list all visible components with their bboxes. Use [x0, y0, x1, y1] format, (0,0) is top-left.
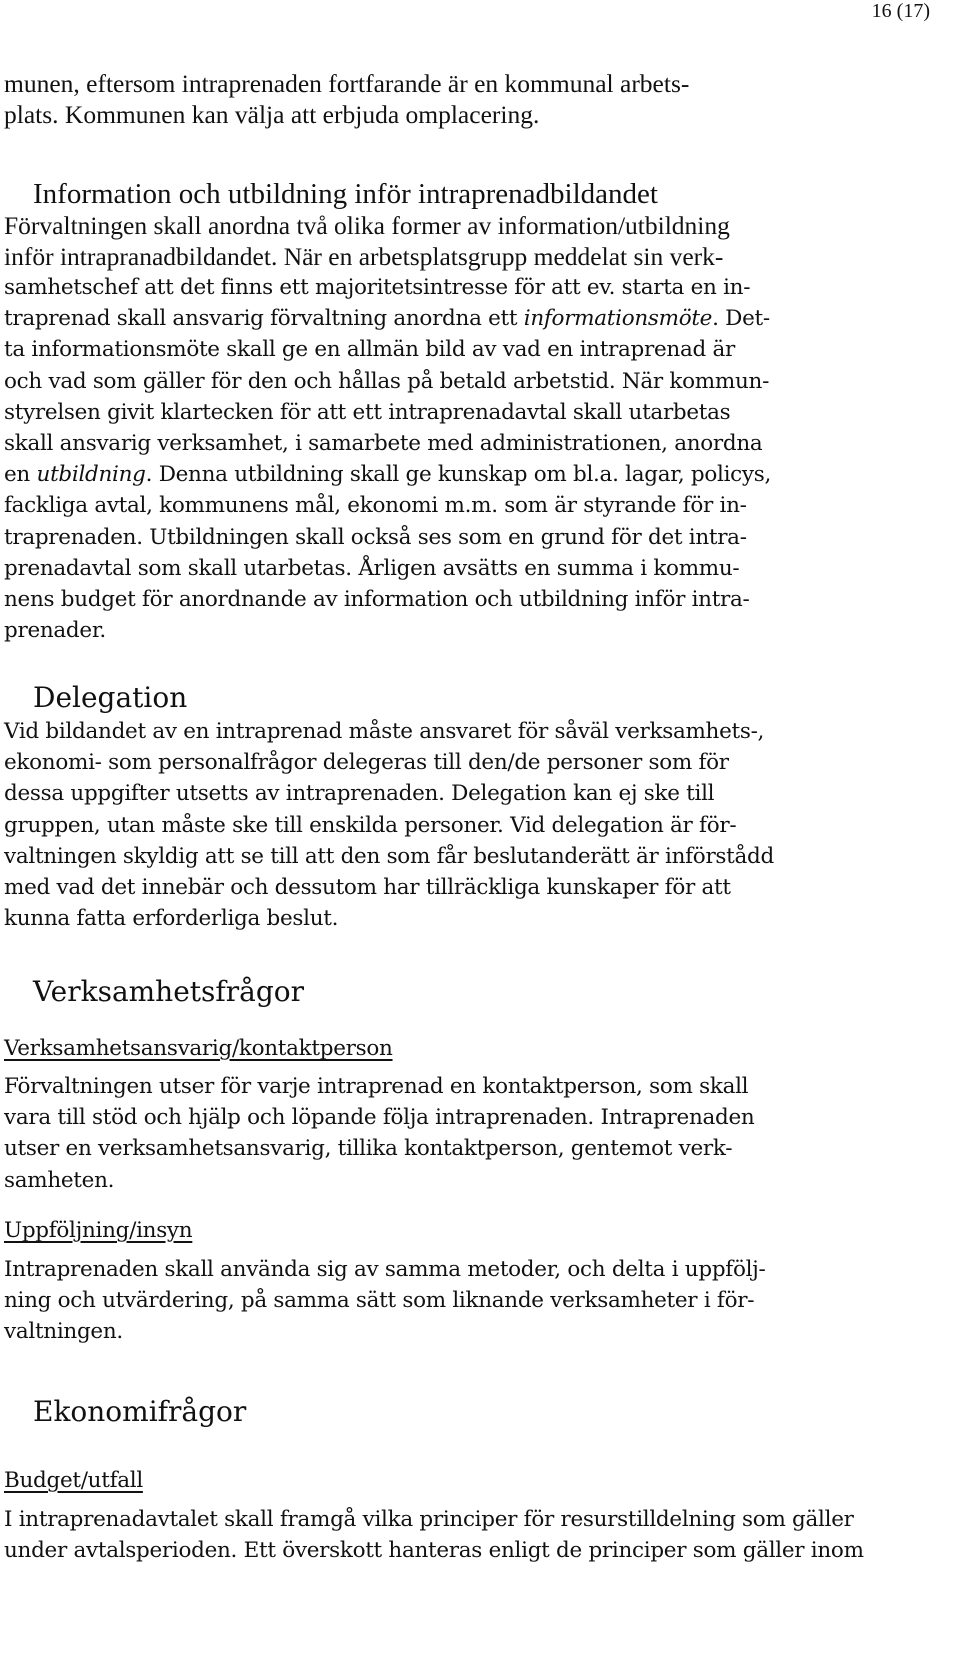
- information-line-4: ta informationsmöte skall ge en allmän bild av vad en intraprenad är: [4, 337, 735, 363]
- uppfoljning-line-3: valtningen.: [4, 1319, 123, 1345]
- information-line-8-text: en: [4, 462, 37, 488]
- information-line-13: prenader.: [4, 618, 106, 644]
- section-heading-ekonomifragor: Ekonomifrågor: [33, 1395, 247, 1428]
- verksamhetsansvarig-line-3: utser en verksamhetsansvarig, tillika kontaktperson, gentemot verk-: [4, 1136, 733, 1162]
- page-number: 16 (17): [871, 0, 930, 22]
- budget-line-1: I intraprenadavtalet skall framgå vilka principer för resurstilldelning som gäller: [4, 1507, 854, 1532]
- delegation-line-6: med vad det innebär och dessutom har tillräckliga kunskaper för att: [4, 875, 731, 901]
- informationsmote-emphasis: informationsmöte: [523, 306, 713, 332]
- intro-paragraph: [4, 68, 954, 130]
- information-paragraph-start: [4, 210, 954, 241]
- intro-line-2: plats. Kommunen kan välja att erbjuda omplacering.: [4, 100, 540, 129]
- delegation-paragraph: [4, 716, 954, 934]
- uppfoljning-line-2: ning och utvärdering, på samma sätt som liknande verksamheter i för-: [4, 1288, 755, 1314]
- delegation-line-2: ekonomi- som personalfrågor delegeras till den/de personer som för: [4, 750, 729, 776]
- delegation-line-5: valtningen skyldig att se till att den som får beslutanderätt är införstådd: [4, 843, 774, 869]
- verksamhetsansvarig-paragraph: [4, 1071, 954, 1196]
- information-line-9: fackliga avtal, kommunens mål, ekonomi m.m. som är styrande för in-: [4, 493, 747, 519]
- subheading-verksamhetsansvarig: Verksamhetsansvarig/kontaktperson: [4, 1036, 393, 1061]
- verksamhetsansvarig-line-1: Förvaltningen utser för varje intraprenad en kontaktperson, som skall: [4, 1074, 749, 1099]
- information-line-3-tail: . Det-: [712, 306, 770, 332]
- budget-paragraph: [4, 1504, 954, 1566]
- verksamhetsansvarig-line-4: samheten.: [4, 1167, 115, 1193]
- delegation-line-3: dessa uppgifter utsetts av intraprenaden. Delegation kan ej ske till: [4, 781, 715, 807]
- intro-line-1: munen, eftersom intraprenaden fortfarande är en kommunal arbets-: [4, 69, 690, 98]
- information-line-6: styrelsen givit klartecken för att ett intraprenadavtal skall utarbetas: [4, 399, 731, 425]
- information-line-11: prenadavtal som skall utarbetas. Årligen avsätts en summa i kommu-: [4, 555, 740, 581]
- delegation-line-7: kunna fatta erforderliga beslut.: [4, 906, 339, 932]
- information-line-2: samhetschef att det finns ett majoritetsintresse för att ev. starta en in-: [4, 275, 751, 300]
- uppfoljning-paragraph: [4, 1254, 954, 1348]
- delegation-line-4: gruppen, utan måste ske till enskilda personer. Vid delegation är för-: [4, 812, 737, 838]
- information-line-8-tail: . Denna utbildning skall ge kunskap om bl.a. lagar, policys,: [145, 462, 772, 488]
- section-heading-information: Information och utbildning inför intraprenadbildandet: [33, 178, 658, 210]
- verksamhetsansvarig-line-2: vara till stöd och hjälp och löpande följa intraprenaden. Intraprenaden: [4, 1105, 755, 1131]
- information-line-7: skall ansvarig verksamhet, i samarbete med administrationen, anordna: [4, 431, 763, 457]
- delegation-line-1: Vid bildandet av en intraprenad måste ansvaret för såväl verksamhets-,: [4, 719, 765, 744]
- information-line-5: och vad som gäller för den och hållas på betald arbetstid. När kommun-: [4, 368, 770, 394]
- information-line-1: inför intrapranadbildandet. När en arbetsplatsgrupp meddelat sin verk-: [4, 242, 724, 271]
- utbildning-emphasis: utbildning: [36, 462, 146, 488]
- budget-line-2: under avtalsperioden. Ett överskott hanteras enligt de principer som gäller inom: [4, 1538, 864, 1564]
- information-line-12: nens budget för anordnande av information och utbildning inför intra-: [4, 587, 750, 613]
- subheading-budget-utfall: Budget/utfall: [4, 1468, 143, 1493]
- information-line-10: traprenaden. Utbildningen skall också ses som en grund för det intra-: [4, 524, 747, 550]
- subheading-uppfoljning: Uppföljning/insyn: [4, 1218, 193, 1243]
- section-heading-verksamhetsfragor: Verksamhetsfrågor: [33, 975, 305, 1008]
- information-paragraph: [4, 272, 954, 646]
- information-line-3-text: traprenad skall ansvarig förvaltning anordna ett: [4, 306, 524, 332]
- information-line-0: Förvaltningen skall anordna två olika former av information/utbildning: [4, 211, 730, 240]
- uppfoljning-line-1: Intraprenaden skall använda sig av samma metoder, och delta i uppfölj-: [4, 1257, 766, 1282]
- section-heading-delegation: Delegation: [33, 681, 188, 714]
- information-line-3: [4, 303, 954, 334]
- information-line-8: [4, 459, 954, 490]
- information-paragraph-line-1-block: [4, 241, 954, 272]
